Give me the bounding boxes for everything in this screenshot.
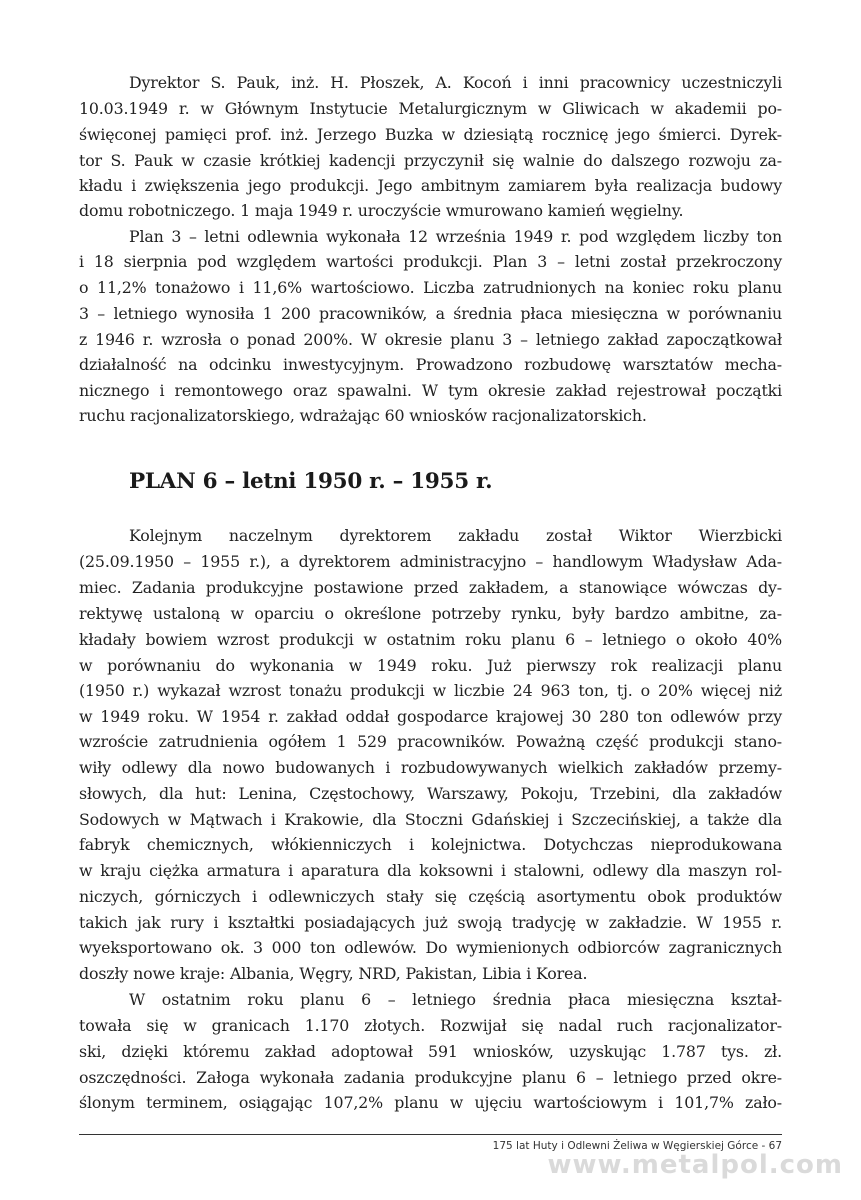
paragraph-3-line: doszły nowe kraje: Albania, Węgry, NRD, Pakistan, Libia i Korea. — [79, 964, 588, 983]
paragraph-3-line: kładały bowiem wzrost produkcji w ostatnim roku planu 6 – letniego o około 40% — [79, 630, 782, 649]
paragraph-4-line: W ostatnim roku planu 6 – letniego średnia płaca miesięczna kształ- — [129, 990, 782, 1009]
paragraph-1-line: domu robotniczego. 1 maja 1949 r. uroczyście wmurowano kamień węgielny. — [79, 201, 684, 220]
paragraph-3-line: słowych, dla hut: Lenina, Częstochowy, Warszawy, Pokoju, Trzebini, dla zakładów — [79, 784, 782, 803]
paragraph-1-line: kładu i zwiększenia jego produkcji. Jego ambitnym zamiarem była realizacja budowy — [79, 176, 782, 195]
section-heading: PLAN 6 – letni 1950 r. – 1955 r. — [129, 469, 493, 494]
paragraph-4-line: oszczędności. Załoga wykonała zadania produkcyjne planu 6 – letniego przed okre- — [79, 1068, 782, 1087]
paragraph-2-line: działalność na odcinku inwestycyjnym. Prowadzono rozbudowę warsztatów mecha- — [79, 355, 782, 374]
paragraph-3-line: (1950 r.) wykazał wzrost tonażu produkcji w liczbie 24 963 ton, tj. o 20% więcej niż — [79, 681, 782, 700]
paragraph-3-line: w porównaniu do wykonania w 1949 roku. Już pierwszy rok realizacji planu — [79, 656, 782, 675]
paragraph-3-line: wiły odlewy dla nowo budowanych i rozbudowywanych wielkich zakładów przemy- — [79, 758, 782, 777]
paragraph-1-line: 10.03.1949 r. w Głównym Instytucie Metalurgicznym w Gliwicach w akademii po- — [79, 99, 782, 118]
paragraph-2-line: ruchu racjonalizatorskiego, wdrażając 60 wniosków racjonalizatorskich. — [79, 406, 647, 425]
page-footer: 175 lat Huty i Odlewni Żeliwa w Węgierskiej Górce - 67 — [492, 1140, 782, 1152]
paragraph-3-line: (25.09.1950 – 1955 r.), a dyrektorem administracyjno – handlowym Władysław Ada- — [79, 552, 782, 571]
footer-divider — [79, 1134, 782, 1135]
paragraph-3-line: w 1949 roku. W 1954 r. zakład oddał gospodarce krajowej 30 280 ton odlewów przy — [79, 707, 782, 726]
paragraph-3-line: w kraju ciężka armatura i aparatura dla koksowni i stalowni, odlewy dla maszyn rol- — [79, 861, 782, 880]
paragraph-2-line: nicznego i remontowego oraz spawalni. W tym okresie zakład rejestrował początki — [79, 381, 782, 400]
paragraph-4-line: towała się w granicach 1.170 złotych. Rozwijał się nadal ruch racjonalizator- — [79, 1016, 782, 1035]
paragraph-1-line: Dyrektor S. Pauk, inż. H. Płoszek, A. Kocoń i inni pracownicy uczestniczyli — [129, 73, 782, 92]
paragraph-3-line: Kolejnym naczelnym dyrektorem zakładu został Wiktor Wierzbicki — [129, 526, 782, 545]
paragraph-3-line: rektywę ustaloną w oparciu o określone potrzeby rynku, były bardzo ambitne, za- — [79, 604, 782, 623]
paragraph-2-line: i 18 sierpnia pod względem wartości produkcji. Plan 3 – letni został przekroczony — [79, 252, 782, 271]
paragraph-3-line: Sodowych w Mątwach i Krakowie, dla Stoczni Gdańskiej i Szczecińskiej, a także dla — [79, 810, 782, 829]
paragraph-2-line: o 11,2% tonażowo i 11,6% wartościowo. Liczba zatrudnionych na koniec roku planu — [79, 278, 782, 297]
paragraph-3-line: wzroście zatrudnienia ogółem 1 529 pracowników. Poważną część produkcji stano- — [79, 732, 782, 751]
paragraph-4-line: ślonym terminem, osiągając 107,2% planu w ujęciu wartościowym i 101,7% zało- — [79, 1093, 782, 1112]
paragraph-2-line: z 1946 r. wzrosła o ponad 200%. W okresie planu 3 – letniego zakład zapoczątkował — [79, 330, 782, 349]
paragraph-3-line: takich jak rury i kształtki posiadających już swoją tradycję w zakładzie. W 1955 r. — [79, 913, 782, 932]
paragraph-3-line: miec. Zadania produkcyjne postawione przed zakładem, a stanowiące wówczas dy- — [79, 578, 782, 597]
paragraph-4-line: ski, dzięki któremu zakład adoptował 591 wniosków, uzyskując 1.787 tys. zł. — [79, 1042, 782, 1061]
paragraph-1-line: święconej pamięci prof. inż. Jerzego Buzka w dziesiątą rocznicę jego śmierci. Dyrek- — [79, 125, 782, 144]
paragraph-3-line: niczych, górniczych i odlewniczych stały się częścią asortymentu obok produktów — [79, 887, 782, 906]
paragraph-1-line: tor S. Pauk w czasie krótkiej kadencji przyczynił się walnie do dalszego rozwoju za- — [79, 151, 782, 170]
paragraph-2-line: 3 – letniego wynosiła 1 200 pracowników, a średnia płaca miesięczna w porównaniu — [79, 304, 782, 323]
paragraph-3-line: wyeksportowano ok. 3 000 ton odlewów. Do wymienionych odbiorców zagranicznych — [79, 938, 782, 957]
paragraph-3-line: fabryk chemicznych, włókienniczych i kolejnictwa. Dotychczas nieprodukowana — [79, 835, 782, 854]
paragraph-2-line: Plan 3 – letni odlewnia wykonała 12 września 1949 r. pod względem liczby ton — [129, 227, 782, 246]
watermark: www.metalpol.com — [547, 1150, 843, 1180]
